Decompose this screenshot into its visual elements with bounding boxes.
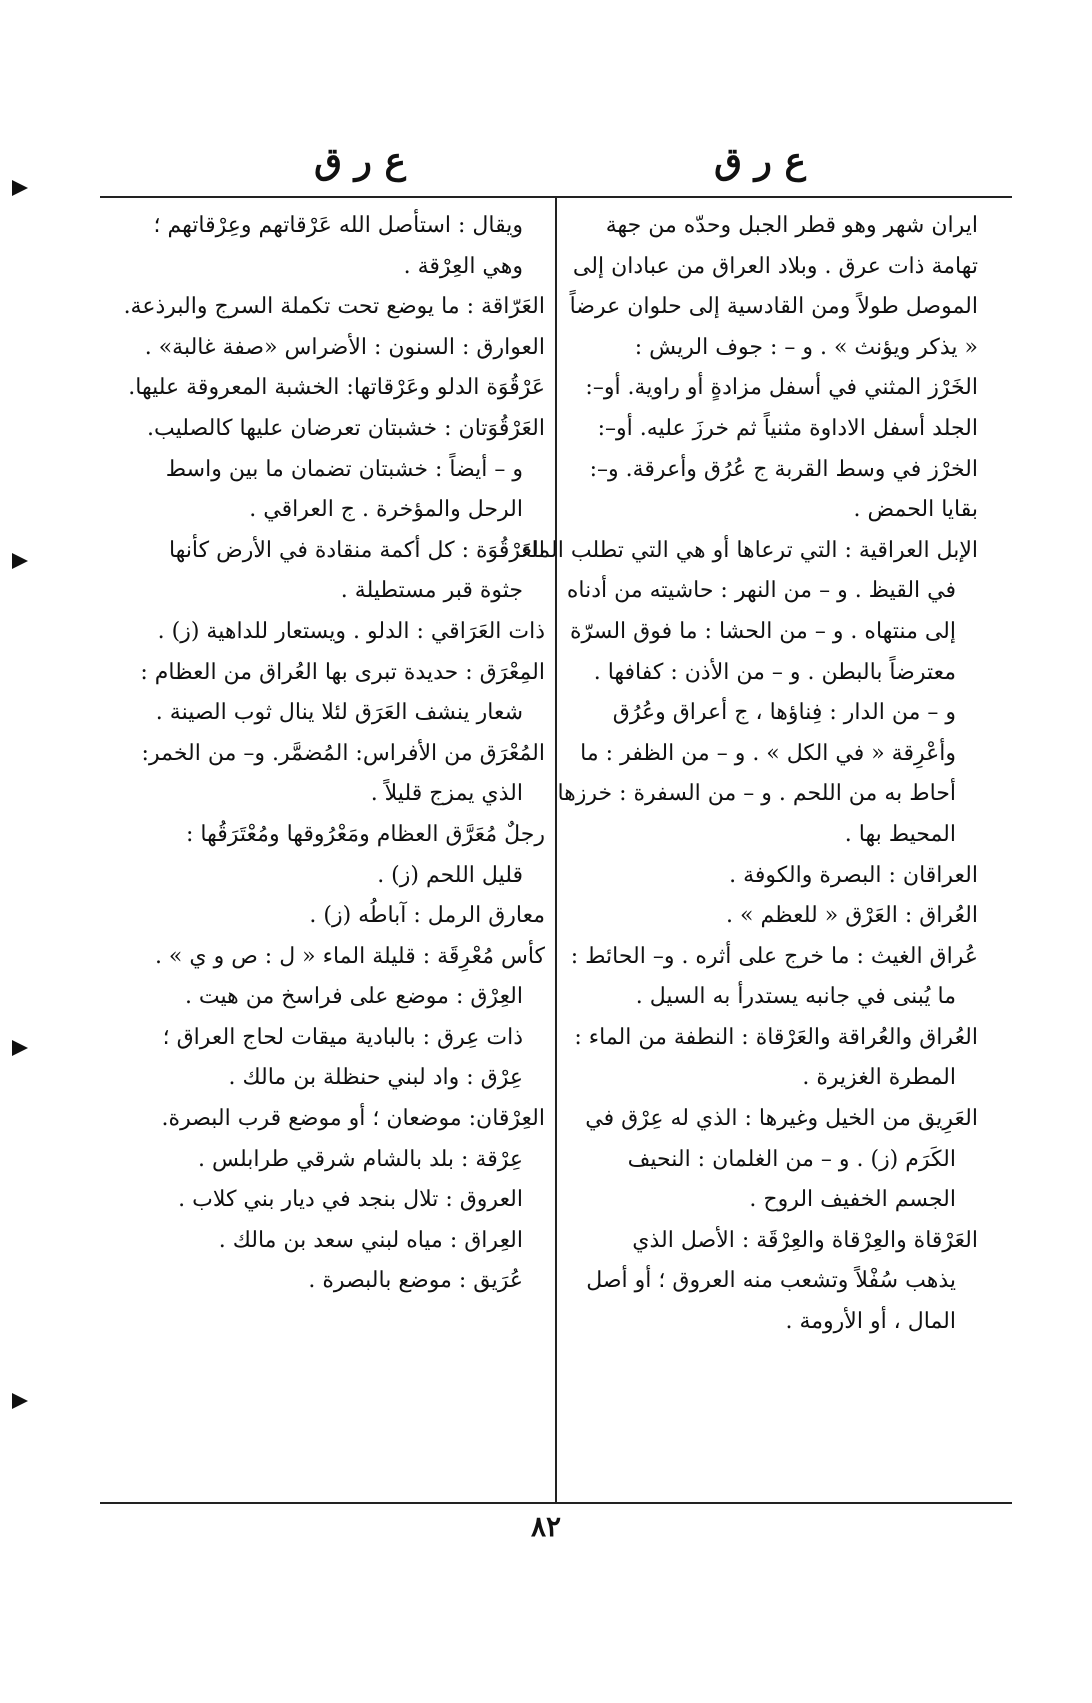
entry-line: ما يُبنى في جانبه يستدرأ به السيل . (635, 984, 956, 1010)
entry-line: ذات العَرَاقي : الدلو . ويستعار للداهية (ز) . (157, 618, 545, 644)
entry-line: الجسم الخفيف الروح . (749, 1187, 956, 1213)
margin-marker-icon (12, 1040, 28, 1056)
entry-line: الموصل طولاً ومن القادسية إلى حلوان عرضاً (569, 294, 978, 320)
entry-line: يذهب سُفْلاً وتشعب منه العروق ؛ أو أصل (586, 1268, 956, 1294)
entry-line: المطرة الغزيرة . (802, 1065, 956, 1091)
entry-line: « يذكر ويؤنث » . و – : جوف الريش : (634, 334, 978, 360)
entry-line: المحيط بها . (844, 821, 956, 847)
entry-line: وهي العِرْقة . (403, 253, 523, 279)
entry-line: عُراق الغيث : ما خرج على أثره . و– الحائط : (570, 943, 978, 969)
right-column-header: ع ر ق (714, 140, 806, 182)
entry-line: ويقال : استأصل الله عَرْقاتهم وعِرْقاتهم ؛ (153, 213, 523, 238)
entry-line: العِرْقان: موضعان ؛ أو موضع قرب البصرة. (161, 1106, 545, 1132)
entry-line: معترضاً بالبطن . و – من الأذن : كفافها . (593, 659, 956, 685)
entry-line: العوارق : السنون : الأضراس «صفة غالبة» . (144, 334, 545, 360)
entry-line: الخَرْز المثني في أسفل مزادةٍ أو راوية. أو–: (585, 375, 978, 401)
entry-line: وأعْرِقة « في الكل » . و – من الظفر : ما (580, 740, 956, 766)
entry-line: بقايا الحمض . (853, 497, 978, 523)
bottom-rule (100, 1502, 1012, 1504)
entry-line: العراقان : البصرة والكوفة . (729, 862, 978, 888)
entry-line: ذات عِرق : بالبادية ميقات لحاج العراق ؛ (162, 1024, 523, 1050)
entry-line: رجلٌ مُعَرَّق العظام ومَعْرُوقها ومُعْتَرَقُها : (186, 821, 545, 847)
entry-line: العُراق : العَرْق « للعظم » . (726, 903, 978, 929)
entry-line: العِراق : مياه لبني سعد بن مالك . (218, 1227, 523, 1253)
entry-line: العَرْقُوَة : كل أكمة منقادة في الأرض كأنها (168, 537, 545, 563)
entry-line: و – من الدار : فِناؤها ، ج أعراق وعُرُق (612, 700, 956, 726)
entry-line: المُعْرَق من الأفراس: المُضمَّر. و– من الخمر: (141, 740, 545, 766)
entry-line: في القيظ . و – من النهر : حاشيته من أدناه (566, 578, 956, 604)
entry-line: شعار ينشف العَرَق لئلا ينال ثوب الصينة . (155, 700, 523, 726)
entry-line: العِرْق : موضع على فراسخ من هيت . (184, 984, 523, 1010)
entry-line: المِعْرَق : حديدة تبرى بها العُراق من العظام : (140, 659, 545, 685)
entry-line: ايران شهر وهو قطر الجبل وحدّه من جهة (605, 213, 978, 238)
left-column-header: ع ر ق (314, 140, 406, 182)
margin-marker-icon (12, 180, 28, 196)
right-column (521, 206, 978, 1343)
entry-line: معارق الرمل : آباطُه (ز) . (309, 903, 545, 929)
entry-line: الكَرَم (ز) . و – من الغلمان : النحيف (627, 1146, 956, 1172)
entry-line: الإبل العراقية : التي ترعاها أو هي التي تطلب الماء (521, 537, 978, 563)
entry-line: جثوة قبر مستطيلة . (340, 578, 523, 604)
margin-marker-icon (12, 553, 28, 569)
entry-line: العُراق والعُراقة والعَرْقاة : النطفة من الماء : (574, 1024, 978, 1050)
entry-line: الرحل والمؤخرة . ج العراقي . (249, 497, 523, 523)
entry-line: عِرْق : واد لبني حنظلة بن مالك . (228, 1065, 523, 1091)
entry-line: الجلد أسفل الاداوة مثنياً ثم خرزَ عليه. أو–: (597, 415, 978, 441)
entry-line: الذي يمزج قليلاً . (370, 781, 523, 807)
column-divider (555, 198, 557, 1502)
margin-marker-icon (12, 1393, 28, 1409)
entry-line: قليل اللحم (ز) . (377, 862, 523, 888)
page-number: ٨٢ (530, 1510, 562, 1543)
entry-line: و – أيضاً : خشبتان تضمان ما بين واسط (165, 456, 523, 482)
entry-line: العَرْقُوَتان : خشبتان تعرضان عليها كالصليب. (147, 415, 545, 441)
entry-line: عُرَيق : موضع بالبصرة . (308, 1268, 523, 1294)
entry-line: عِرْقة : بلد بالشام شرقي طرابلس . (197, 1146, 523, 1172)
entry-line: العَرْقاة والعِرْقاة والعِرْقَة : الأصل الذي (632, 1227, 978, 1253)
entry-line: المال ، أو الأرومة . (785, 1309, 956, 1335)
entry-line: العَرّاقة : ما يوضع تحت تكملة السرج والبرذعة. (123, 294, 545, 320)
entry-line: تهامة ذات عرق . وبلاد العراق من عبادان إلى (572, 253, 978, 279)
entry-line: عَرْقُوَة الدلو وعَرْقاتها: الخشبة المعروقة عليها. (128, 375, 545, 401)
entry-line: إلى منتهاه . و – من الحشا : ما فوق السرّة (570, 618, 956, 644)
entry-line: كأس مُعْرِقَة : قليلة الماء « ل : ص و ي » . (154, 943, 545, 969)
entry-line: الخرْز في وسط القربة ج عُرُق وأعرقة. و–: (589, 456, 978, 482)
entry-line: العروق : تلال بنجد في ديار بني كلاب . (178, 1187, 523, 1213)
entry-line: العَرِيق من الخيل وغيرها : الذي له عِرْق في (585, 1106, 978, 1132)
entry-line: أحاط به من اللحم . و – من السفرة : خرزها (557, 781, 956, 807)
left-column (100, 206, 545, 1302)
